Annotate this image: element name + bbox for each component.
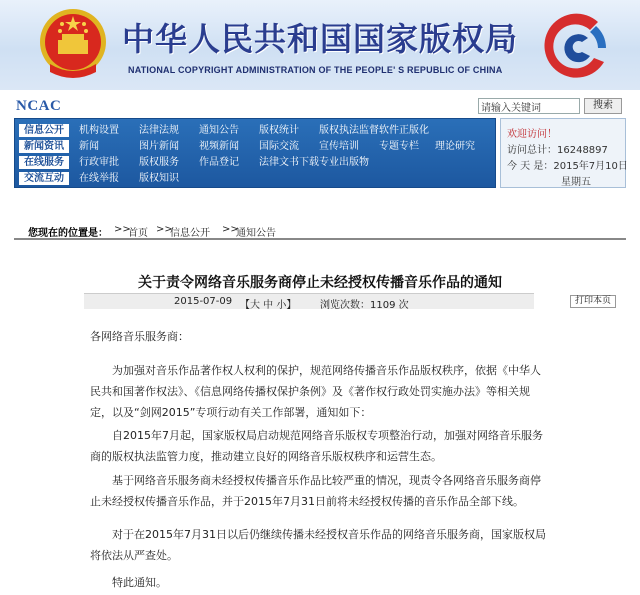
nav-row-news — [15, 139, 495, 154]
visit-count: 16248897 — [557, 145, 608, 156]
breadcrumb-home[interactable]: 首页 — [128, 228, 148, 239]
weekday: 星期五 — [561, 177, 591, 188]
article-meta-bar — [84, 293, 611, 311]
nav-link-intl[interactable]: 国际交流 — [259, 141, 299, 152]
search-button[interactable]: 搜索 — [584, 98, 622, 114]
breadcrumb-notices[interactable]: 通知公告 — [236, 228, 276, 239]
nav-link-enforcement[interactable]: 版权执法监督软件正版化 — [319, 125, 429, 136]
nav-link-registration[interactable]: 作品登记 — [199, 157, 239, 168]
national-emblem-icon — [38, 6, 108, 82]
article-paragraph: 对于在2015年7月31日以后仍继续传播未经授权音乐作品的网络音乐服务商，国家版权局将依法从严查处。 — [90, 528, 546, 562]
article-paragraph: 基于网络音乐服务商未经授权传播音乐作品比较严重的情况，现责令各网络音乐服务商停止未经授权传播音乐作品，并于2015年7月31日前将未经授权传播的音乐作品全部下线。 — [90, 474, 541, 508]
breadcrumb-info[interactable]: 信息公开 — [170, 228, 210, 239]
print-button[interactable]: 打印本页 — [570, 295, 616, 308]
today-row — [507, 157, 628, 172]
search-input[interactable] — [478, 98, 580, 114]
nav-link-org[interactable]: 机构设置 — [79, 125, 119, 136]
nav-link-training[interactable]: 宣传培训 — [319, 141, 359, 152]
breadcrumb-label: 您现在的位置是： — [28, 228, 108, 239]
nav-link-approval[interactable]: 行政审批 — [79, 157, 119, 168]
today-label: 今 天 是： — [507, 161, 554, 172]
article-date: 2015-07-09 — [174, 296, 233, 307]
font-size-switch[interactable]: 【大 中 小】 — [240, 300, 297, 311]
article-paragraph: 自2015年7月起，国家版权局启动规范网络音乐版权专项整治行动，加强对网络音乐服务商的版权执法监管力度，推动建立良好的网络音乐版权秩序和运营生态。 — [90, 429, 543, 463]
site-title: 中华人民共和国国家版权局 — [122, 20, 519, 58]
nav-row-info — [15, 123, 495, 138]
nav-category-interaction[interactable]: 交流互动 — [19, 172, 69, 185]
nav-row-interaction — [15, 171, 495, 186]
site-subtitle: NATIONAL COPYRIGHT ADMINISTRATION OF THE PEOPLE' S REPUBLIC OF CHINA — [128, 65, 503, 75]
site-header-banner — [0, 0, 640, 90]
breadcrumb — [14, 222, 626, 240]
copyright-logo-icon — [538, 8, 616, 84]
nav-link-downloads[interactable]: 法律文书下载专业出版物 — [259, 157, 369, 168]
welcome-text: 欢迎访问！ — [507, 129, 557, 140]
nav-category-info[interactable]: 信息公开 — [19, 124, 69, 137]
nav-link-laws[interactable]: 法律法规 — [139, 125, 179, 136]
article-title: 关于责令网络音乐服务商停止未经授权传播音乐作品的通知 — [138, 275, 502, 291]
ncac-logo[interactable]: NCAC — [16, 98, 62, 114]
nav-category-services[interactable]: 在线服务 — [19, 156, 69, 169]
breadcrumb-sep: >> — [114, 224, 131, 235]
visit-count-row — [507, 141, 608, 156]
view-count: 浏览次数：1109 次 — [320, 300, 409, 311]
nav-link-research[interactable]: 理论研究 — [435, 141, 475, 152]
nav-link-notices[interactable]: 通知公告 — [199, 125, 239, 136]
nav-link-copyright-service[interactable]: 版权服务 — [139, 157, 179, 168]
article-salutation: 各网络音乐服务商： — [90, 330, 189, 343]
visit-count-label: 访问总计： — [507, 145, 557, 156]
breadcrumb-sep: >> — [222, 224, 239, 235]
article-closing: 特此通知。 — [112, 576, 167, 589]
nav-row-services — [15, 155, 495, 170]
visitor-info-box — [500, 118, 626, 188]
nav-link-knowledge[interactable]: 版权知识 — [139, 173, 179, 184]
nav-category-news[interactable]: 新闻资讯 — [19, 140, 69, 153]
breadcrumb-sep: >> — [156, 224, 173, 235]
nav-link-photo-news[interactable]: 图片新闻 — [139, 141, 179, 152]
nav-link-news[interactable]: 新闻 — [79, 141, 99, 152]
main-navigation — [14, 118, 496, 188]
nav-link-report[interactable]: 在线举报 — [79, 173, 119, 184]
nav-link-video-news[interactable]: 视频新闻 — [199, 141, 239, 152]
article-paragraph: 为加强对音乐作品著作权人权利的保护，规范网络传播音乐作品版权秩序，依据《中华人民共和国著作权法》、《信息网络传播权保护条例》及《著作权行政处罚实施办法》等相关规定，以及“剑网2015”专项行动有关工作部署，通知如下： — [90, 364, 541, 419]
nav-link-stats[interactable]: 版权统计 — [259, 125, 299, 136]
nav-link-topics[interactable]: 专题专栏 — [379, 141, 419, 152]
brand-search-row — [0, 96, 640, 116]
today-date: 2015年7月10日 — [553, 161, 628, 172]
